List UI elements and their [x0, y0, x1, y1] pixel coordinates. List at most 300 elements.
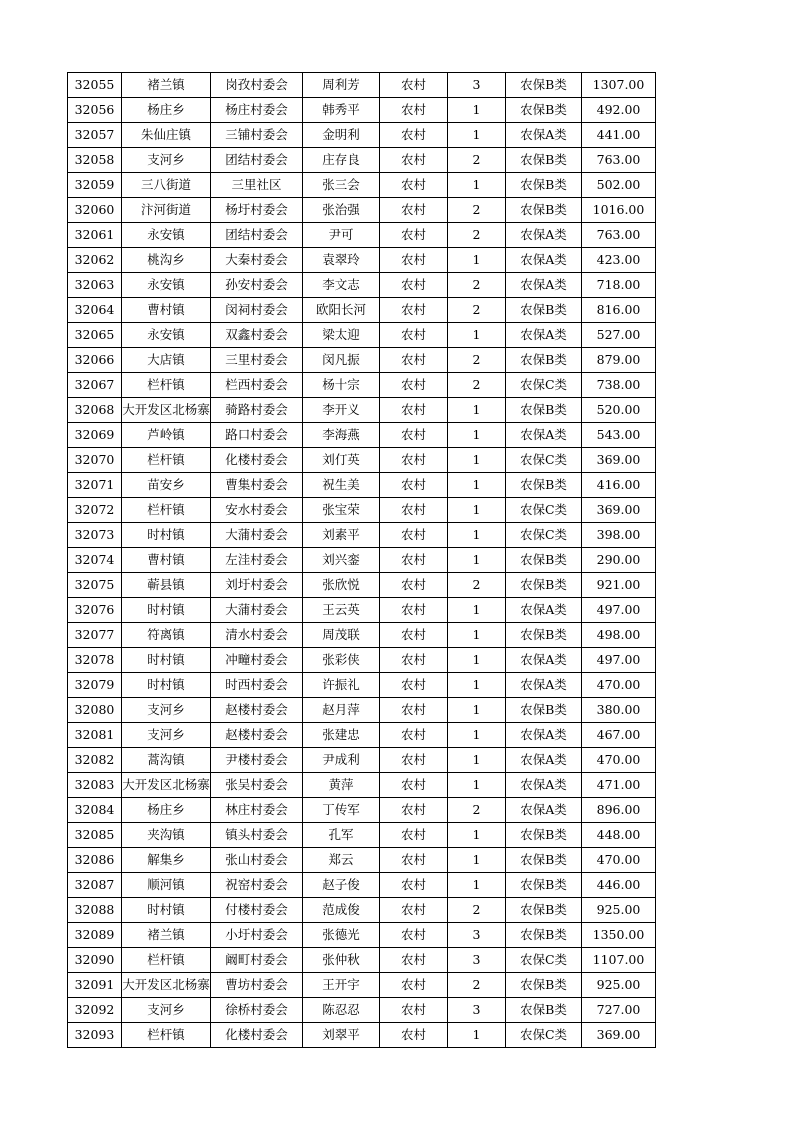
person-name-cell: 郑云: [303, 848, 380, 873]
household-count-cell: 2: [448, 273, 506, 298]
record-id-cell: 32061: [68, 223, 122, 248]
town-cell: 时村镇: [122, 598, 211, 623]
record-id-cell: 32058: [68, 148, 122, 173]
insurance-category-cell: 农保B类: [506, 473, 582, 498]
amount-cell: 446.00: [582, 873, 656, 898]
table-row: [68, 323, 656, 348]
area-type-cell: 农村: [380, 598, 448, 623]
insurance-category-cell: 农保C类: [506, 523, 582, 548]
table-row: [68, 473, 656, 498]
area-type-cell: 农村: [380, 348, 448, 373]
area-type-cell: 农村: [380, 848, 448, 873]
person-name-cell: 韩秀平: [303, 98, 380, 123]
town-cell: 栏杆镇: [122, 498, 211, 523]
insurance-category-cell: 农保B类: [506, 398, 582, 423]
area-type-cell: 农村: [380, 748, 448, 773]
household-count-cell: 1: [448, 873, 506, 898]
person-name-cell: 张建忠: [303, 723, 380, 748]
village-cell: 大蒲村委会: [211, 598, 303, 623]
village-cell: 赵楼村委会: [211, 698, 303, 723]
household-count-cell: 1: [448, 723, 506, 748]
person-name-cell: 刘仃英: [303, 448, 380, 473]
village-cell: 杨庄村委会: [211, 98, 303, 123]
person-name-cell: 尹成利: [303, 748, 380, 773]
insurance-category-cell: 农保C类: [506, 448, 582, 473]
record-id-cell: 32083: [68, 773, 122, 798]
village-cell: 祝窑村委会: [211, 873, 303, 898]
insurance-category-cell: 农保B类: [506, 298, 582, 323]
insurance-category-cell: 农保B类: [506, 573, 582, 598]
person-name-cell: 赵子俊: [303, 873, 380, 898]
insurance-category-cell: 农保B类: [506, 198, 582, 223]
table-row: [68, 148, 656, 173]
area-type-cell: 农村: [380, 823, 448, 848]
table-row: [68, 498, 656, 523]
amount-cell: 1350.00: [582, 923, 656, 948]
town-cell: 桃沟乡: [122, 248, 211, 273]
insurance-category-cell: 农保B类: [506, 973, 582, 998]
area-type-cell: 农村: [380, 648, 448, 673]
amount-cell: 921.00: [582, 573, 656, 598]
town-cell: 大开发区北杨寨: [122, 973, 211, 998]
town-cell: 时村镇: [122, 673, 211, 698]
amount-cell: 448.00: [582, 823, 656, 848]
amount-cell: 398.00: [582, 523, 656, 548]
town-cell: 大开发区北杨寨: [122, 398, 211, 423]
amount-cell: 1107.00: [582, 948, 656, 973]
household-count-cell: 1: [448, 473, 506, 498]
person-name-cell: 李文志: [303, 273, 380, 298]
town-cell: 时村镇: [122, 523, 211, 548]
village-cell: 林庄村委会: [211, 798, 303, 823]
person-name-cell: 孔军: [303, 823, 380, 848]
village-cell: 阚町村委会: [211, 948, 303, 973]
table-row: [68, 223, 656, 248]
village-cell: 杨圩村委会: [211, 198, 303, 223]
town-cell: 曹村镇: [122, 298, 211, 323]
person-name-cell: 李开义: [303, 398, 380, 423]
table-row: [68, 873, 656, 898]
table-row: [68, 723, 656, 748]
amount-cell: 369.00: [582, 1023, 656, 1048]
person-name-cell: 梁太迎: [303, 323, 380, 348]
insurance-category-cell: 农保B类: [506, 873, 582, 898]
table-row: [68, 73, 656, 98]
village-cell: 大蒲村委会: [211, 523, 303, 548]
area-type-cell: 农村: [380, 798, 448, 823]
village-cell: 赵楼村委会: [211, 723, 303, 748]
household-count-cell: 1: [448, 123, 506, 148]
person-name-cell: 丁传军: [303, 798, 380, 823]
insurance-category-cell: 农保A类: [506, 673, 582, 698]
table-row: [68, 798, 656, 823]
person-name-cell: 祝生美: [303, 473, 380, 498]
table-row: [68, 173, 656, 198]
record-id-cell: 32071: [68, 473, 122, 498]
record-id-cell: 32075: [68, 573, 122, 598]
table-row: [68, 998, 656, 1023]
household-count-cell: 1: [448, 423, 506, 448]
person-name-cell: 许振礼: [303, 673, 380, 698]
record-id-cell: 32089: [68, 923, 122, 948]
insurance-category-cell: 农保A类: [506, 723, 582, 748]
village-cell: 小圩村委会: [211, 923, 303, 948]
household-count-cell: 1: [448, 548, 506, 573]
area-type-cell: 农村: [380, 898, 448, 923]
table-row: [68, 698, 656, 723]
household-count-cell: 1: [448, 1023, 506, 1048]
village-cell: 团结村委会: [211, 223, 303, 248]
area-type-cell: 农村: [380, 573, 448, 598]
household-count-cell: 3: [448, 923, 506, 948]
table-row: [68, 198, 656, 223]
household-count-cell: 1: [448, 398, 506, 423]
village-cell: 栏西村委会: [211, 373, 303, 398]
insurance-category-cell: 农保A类: [506, 598, 582, 623]
household-count-cell: 1: [448, 598, 506, 623]
household-count-cell: 1: [448, 848, 506, 873]
household-count-cell: 1: [448, 98, 506, 123]
amount-cell: 520.00: [582, 398, 656, 423]
record-id-cell: 32085: [68, 823, 122, 848]
town-cell: 支河乡: [122, 723, 211, 748]
area-type-cell: 农村: [380, 448, 448, 473]
village-cell: 化楼村委会: [211, 448, 303, 473]
household-count-cell: 2: [448, 198, 506, 223]
table-row: [68, 1023, 656, 1048]
record-id-cell: 32087: [68, 873, 122, 898]
insurance-category-cell: 农保B类: [506, 923, 582, 948]
insurance-category-cell: 农保B类: [506, 848, 582, 873]
person-name-cell: 尹可: [303, 223, 380, 248]
amount-cell: 290.00: [582, 548, 656, 573]
household-count-cell: 1: [448, 523, 506, 548]
person-name-cell: 张仲秋: [303, 948, 380, 973]
insurance-category-cell: 农保C类: [506, 948, 582, 973]
table-row: [68, 848, 656, 873]
area-type-cell: 农村: [380, 998, 448, 1023]
town-cell: 蕲县镇: [122, 573, 211, 598]
record-id-cell: 32059: [68, 173, 122, 198]
record-id-cell: 32084: [68, 798, 122, 823]
table-row: [68, 673, 656, 698]
household-count-cell: 1: [448, 323, 506, 348]
insurance-category-cell: 农保B类: [506, 623, 582, 648]
record-id-cell: 32073: [68, 523, 122, 548]
town-cell: 褚兰镇: [122, 73, 211, 98]
town-cell: 蒿沟镇: [122, 748, 211, 773]
table-row: [68, 548, 656, 573]
area-type-cell: 农村: [380, 198, 448, 223]
village-cell: 大秦村委会: [211, 248, 303, 273]
table-row: [68, 248, 656, 273]
table-row: [68, 923, 656, 948]
village-cell: 曹坊村委会: [211, 973, 303, 998]
amount-cell: 879.00: [582, 348, 656, 373]
person-name-cell: 庄存良: [303, 148, 380, 173]
household-count-cell: 1: [448, 673, 506, 698]
town-cell: 时村镇: [122, 648, 211, 673]
amount-cell: 471.00: [582, 773, 656, 798]
household-count-cell: 1: [448, 823, 506, 848]
person-name-cell: 周茂联: [303, 623, 380, 648]
insurance-category-cell: 农保A类: [506, 798, 582, 823]
household-count-cell: 1: [448, 773, 506, 798]
record-id-cell: 32067: [68, 373, 122, 398]
village-cell: 付楼村委会: [211, 898, 303, 923]
amount-cell: 763.00: [582, 223, 656, 248]
village-cell: 张山村委会: [211, 848, 303, 873]
record-id-cell: 32077: [68, 623, 122, 648]
village-cell: 张吴村委会: [211, 773, 303, 798]
village-cell: 闵祠村委会: [211, 298, 303, 323]
household-count-cell: 1: [448, 698, 506, 723]
village-cell: 骑路村委会: [211, 398, 303, 423]
person-name-cell: 张治强: [303, 198, 380, 223]
amount-cell: 738.00: [582, 373, 656, 398]
town-cell: 夹沟镇: [122, 823, 211, 848]
table-row: [68, 98, 656, 123]
household-count-cell: 2: [448, 348, 506, 373]
amount-cell: 470.00: [582, 748, 656, 773]
amount-cell: 470.00: [582, 673, 656, 698]
insurance-category-cell: 农保B类: [506, 698, 582, 723]
area-type-cell: 农村: [380, 723, 448, 748]
table-row: [68, 623, 656, 648]
area-type-cell: 农村: [380, 223, 448, 248]
person-name-cell: 闵凡振: [303, 348, 380, 373]
record-id-cell: 32056: [68, 98, 122, 123]
village-cell: 孙安村委会: [211, 273, 303, 298]
household-count-cell: 2: [448, 573, 506, 598]
person-name-cell: 陈忍忍: [303, 998, 380, 1023]
town-cell: 解集乡: [122, 848, 211, 873]
amount-cell: 543.00: [582, 423, 656, 448]
person-name-cell: 周利芳: [303, 73, 380, 98]
area-type-cell: 农村: [380, 498, 448, 523]
record-id-cell: 32081: [68, 723, 122, 748]
area-type-cell: 农村: [380, 423, 448, 448]
records-table: [67, 72, 656, 1048]
table-row: [68, 973, 656, 998]
town-cell: 大开发区北杨寨: [122, 773, 211, 798]
record-id-cell: 32088: [68, 898, 122, 923]
area-type-cell: 农村: [380, 548, 448, 573]
area-type-cell: 农村: [380, 398, 448, 423]
area-type-cell: 农村: [380, 773, 448, 798]
amount-cell: 467.00: [582, 723, 656, 748]
person-name-cell: 袁翠玲: [303, 248, 380, 273]
insurance-category-cell: 农保B类: [506, 73, 582, 98]
insurance-category-cell: 农保B类: [506, 548, 582, 573]
record-id-cell: 32063: [68, 273, 122, 298]
town-cell: 芦岭镇: [122, 423, 211, 448]
insurance-category-cell: 农保B类: [506, 148, 582, 173]
record-id-cell: 32070: [68, 448, 122, 473]
household-count-cell: 1: [448, 748, 506, 773]
insurance-category-cell: 农保B类: [506, 98, 582, 123]
village-cell: 徐桥村委会: [211, 998, 303, 1023]
amount-cell: 470.00: [582, 848, 656, 873]
insurance-category-cell: 农保B类: [506, 998, 582, 1023]
person-name-cell: 金明利: [303, 123, 380, 148]
area-type-cell: 农村: [380, 1023, 448, 1048]
household-count-cell: 1: [448, 498, 506, 523]
household-count-cell: 2: [448, 798, 506, 823]
insurance-category-cell: 农保A类: [506, 273, 582, 298]
person-name-cell: 刘素平: [303, 523, 380, 548]
household-count-cell: 2: [448, 148, 506, 173]
village-cell: 团结村委会: [211, 148, 303, 173]
household-count-cell: 2: [448, 898, 506, 923]
area-type-cell: 农村: [380, 123, 448, 148]
person-name-cell: 张德光: [303, 923, 380, 948]
person-name-cell: 张彩侠: [303, 648, 380, 673]
town-cell: 杨庄乡: [122, 98, 211, 123]
table-row: [68, 598, 656, 623]
village-cell: 镇头村委会: [211, 823, 303, 848]
insurance-category-cell: 农保A类: [506, 648, 582, 673]
person-name-cell: 范成俊: [303, 898, 380, 923]
insurance-category-cell: 农保B类: [506, 173, 582, 198]
record-id-cell: 32068: [68, 398, 122, 423]
person-name-cell: 黄萍: [303, 773, 380, 798]
household-count-cell: 1: [448, 173, 506, 198]
area-type-cell: 农村: [380, 273, 448, 298]
amount-cell: 816.00: [582, 298, 656, 323]
area-type-cell: 农村: [380, 523, 448, 548]
table-row: [68, 273, 656, 298]
area-type-cell: 农村: [380, 923, 448, 948]
household-count-cell: 1: [448, 648, 506, 673]
town-cell: 顺河镇: [122, 873, 211, 898]
insurance-category-cell: 农保B类: [506, 898, 582, 923]
table-row: [68, 948, 656, 973]
town-cell: 支河乡: [122, 148, 211, 173]
household-count-cell: 2: [448, 223, 506, 248]
town-cell: 支河乡: [122, 698, 211, 723]
insurance-category-cell: 农保B类: [506, 823, 582, 848]
area-type-cell: 农村: [380, 873, 448, 898]
table-row: [68, 898, 656, 923]
village-cell: 化楼村委会: [211, 1023, 303, 1048]
person-name-cell: 王云英: [303, 598, 380, 623]
amount-cell: 925.00: [582, 973, 656, 998]
village-cell: 三里村委会: [211, 348, 303, 373]
area-type-cell: 农村: [380, 248, 448, 273]
record-id-cell: 32091: [68, 973, 122, 998]
amount-cell: 1307.00: [582, 73, 656, 98]
village-cell: 刘圩村委会: [211, 573, 303, 598]
person-name-cell: 赵月萍: [303, 698, 380, 723]
record-id-cell: 32069: [68, 423, 122, 448]
area-type-cell: 农村: [380, 173, 448, 198]
town-cell: 栏杆镇: [122, 1023, 211, 1048]
person-name-cell: 杨十宗: [303, 373, 380, 398]
record-id-cell: 32080: [68, 698, 122, 723]
table-row: [68, 123, 656, 148]
village-cell: 清水村委会: [211, 623, 303, 648]
household-count-cell: 3: [448, 948, 506, 973]
table-row: [68, 573, 656, 598]
town-cell: 苗安乡: [122, 473, 211, 498]
town-cell: 大店镇: [122, 348, 211, 373]
village-cell: 双鑫村委会: [211, 323, 303, 348]
village-cell: 冲疃村委会: [211, 648, 303, 673]
town-cell: 褚兰镇: [122, 923, 211, 948]
insurance-category-cell: 农保A类: [506, 223, 582, 248]
village-cell: 时西村委会: [211, 673, 303, 698]
insurance-category-cell: 农保A类: [506, 123, 582, 148]
area-type-cell: 农村: [380, 973, 448, 998]
insurance-category-cell: 农保A类: [506, 423, 582, 448]
table-row: [68, 748, 656, 773]
amount-cell: 497.00: [582, 648, 656, 673]
village-cell: 曹集村委会: [211, 473, 303, 498]
table-row: [68, 298, 656, 323]
amount-cell: 497.00: [582, 598, 656, 623]
record-id-cell: 32086: [68, 848, 122, 873]
amount-cell: 492.00: [582, 98, 656, 123]
town-cell: 栏杆镇: [122, 448, 211, 473]
amount-cell: 502.00: [582, 173, 656, 198]
table-row: [68, 648, 656, 673]
record-id-cell: 32090: [68, 948, 122, 973]
town-cell: 支河乡: [122, 998, 211, 1023]
area-type-cell: 农村: [380, 948, 448, 973]
area-type-cell: 农村: [380, 473, 448, 498]
amount-cell: 416.00: [582, 473, 656, 498]
household-count-cell: 1: [448, 248, 506, 273]
insurance-category-cell: 农保C类: [506, 498, 582, 523]
area-type-cell: 农村: [380, 298, 448, 323]
insurance-category-cell: 农保A类: [506, 748, 582, 773]
village-cell: 三铺村委会: [211, 123, 303, 148]
insurance-category-cell: 农保A类: [506, 773, 582, 798]
insurance-category-cell: 农保A类: [506, 248, 582, 273]
record-id-cell: 32092: [68, 998, 122, 1023]
table-row: [68, 448, 656, 473]
amount-cell: 369.00: [582, 498, 656, 523]
amount-cell: 1016.00: [582, 198, 656, 223]
record-id-cell: 32072: [68, 498, 122, 523]
area-type-cell: 农村: [380, 323, 448, 348]
household-count-cell: 1: [448, 448, 506, 473]
village-cell: 左洼村委会: [211, 548, 303, 573]
household-count-cell: 3: [448, 73, 506, 98]
village-cell: 岗孜村委会: [211, 73, 303, 98]
record-id-cell: 32066: [68, 348, 122, 373]
town-cell: 汴河街道: [122, 198, 211, 223]
person-name-cell: 刘翠平: [303, 1023, 380, 1048]
amount-cell: 527.00: [582, 323, 656, 348]
amount-cell: 896.00: [582, 798, 656, 823]
person-name-cell: 张欣悦: [303, 573, 380, 598]
area-type-cell: 农村: [380, 698, 448, 723]
town-cell: 朱仙庄镇: [122, 123, 211, 148]
record-id-cell: 32076: [68, 598, 122, 623]
town-cell: 时村镇: [122, 898, 211, 923]
table-row: [68, 823, 656, 848]
person-name-cell: 李海燕: [303, 423, 380, 448]
insurance-category-cell: 农保A类: [506, 323, 582, 348]
records-table-body: [68, 73, 656, 1048]
town-cell: 符离镇: [122, 623, 211, 648]
household-count-cell: 2: [448, 298, 506, 323]
person-name-cell: 王开宇: [303, 973, 380, 998]
town-cell: 杨庄乡: [122, 798, 211, 823]
area-type-cell: 农村: [380, 673, 448, 698]
